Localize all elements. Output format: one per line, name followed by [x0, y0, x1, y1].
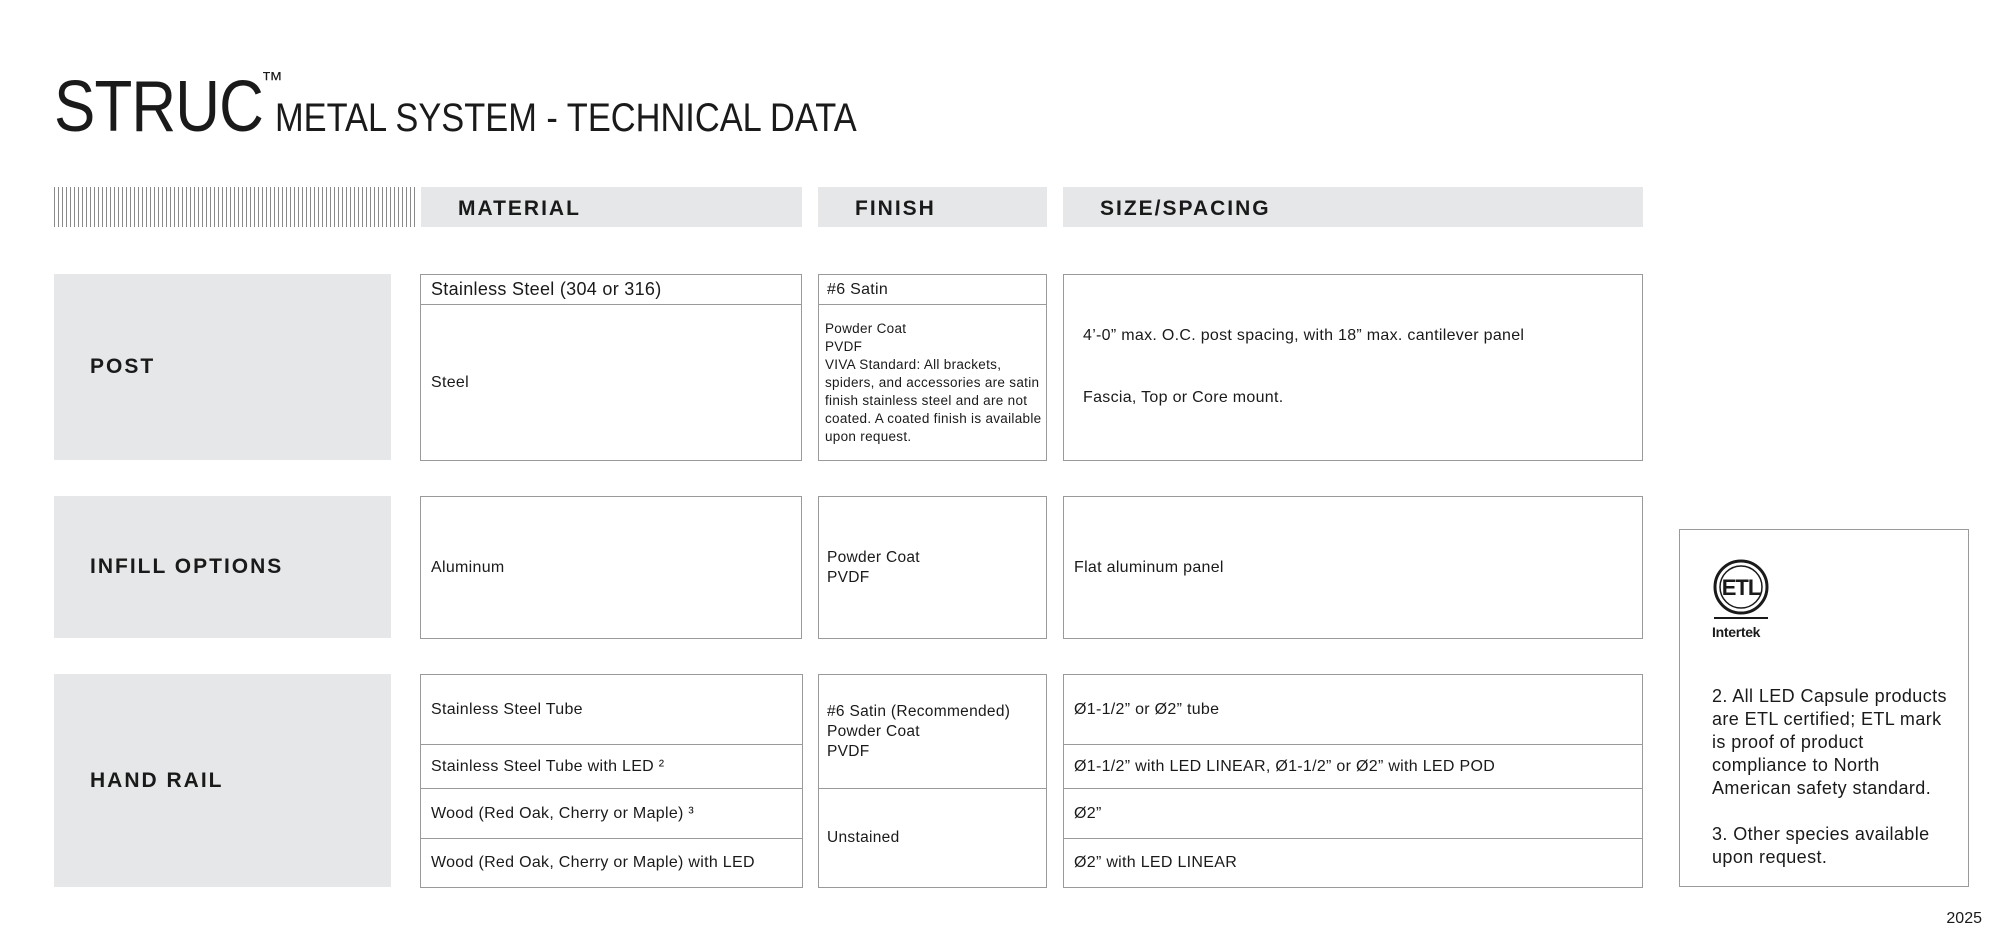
handrail-material-2: Stainless Steel Tube with LED ²	[421, 745, 802, 789]
post-material-bottom: Steel	[431, 373, 469, 391]
handrail-finish-bottom: Unstained	[827, 829, 900, 846]
post-finish-cell	[818, 274, 1047, 461]
row-label-post: POST	[54, 274, 391, 460]
post-material-cell	[420, 274, 802, 461]
post-size-mount: Fascia, Top or Core mount.	[1083, 389, 1284, 406]
handrail-size-2: Ø1-1/2” with LED LINEAR, Ø1-1/2” or Ø2” with LED POD	[1064, 745, 1642, 789]
page-subtitle: METAL SYSTEM - TECHNICAL DATA	[275, 96, 857, 140]
certification-note: 2. All LED Capsule products are ETL certified; ETL mark is proof of product compliance to North American safety standard. 3. Other species available upon request.	[1712, 686, 1947, 867]
page-title	[54, 66, 951, 148]
row-label-hand-rail: HAND RAIL	[54, 674, 391, 887]
header-hatch-decoration	[54, 187, 416, 227]
infill-finish: Powder Coat PVDF	[827, 548, 920, 586]
handrail-size-4: Ø2” with LED LINEAR	[1074, 854, 1238, 871]
infill-material: Aluminum	[431, 558, 505, 576]
infill-finish-cell	[818, 496, 1047, 639]
handrail-size-1: Ø1-1/2” or Ø2” tube	[1064, 675, 1642, 745]
handrail-size-cell	[1063, 674, 1643, 888]
handrail-material-cell	[420, 674, 803, 888]
trademark-symbol: ™	[261, 67, 283, 92]
handrail-material-3: Wood (Red Oak, Cherry or Maple) ³	[421, 789, 802, 839]
intertek-brand: Intertek	[1712, 624, 1761, 640]
handrail-size-3: Ø2”	[1064, 789, 1642, 839]
post-finish-bottom: Powder Coat PVDF VIVA Standard: All brackets, spiders, and accessories are satin finish stainless steel and are not coated. A coated finish is available upon request.	[825, 320, 1042, 444]
post-finish-top: #6 Satin	[819, 275, 1046, 305]
handrail-material-1: Stainless Steel Tube	[421, 675, 802, 745]
post-size-cell	[1063, 274, 1643, 461]
svg-text:ETL: ETL	[1721, 575, 1761, 600]
post-size-spacing: 4’-0” max. O.C. post spacing, with 18” max. cantilever panel	[1083, 327, 1525, 344]
infill-size-cell	[1063, 496, 1643, 639]
handrail-finish-top: #6 Satin (Recommended) Powder Coat PVDF	[819, 675, 1046, 789]
brand-name: STRUC	[54, 67, 263, 147]
infill-material-cell	[420, 496, 802, 639]
column-header-finish: FINISH	[818, 187, 1047, 227]
post-material-top: Stainless Steel (304 or 316)	[421, 275, 801, 305]
etl-certification-logo	[1712, 558, 1770, 620]
row-label-infill-options: INFILL OPTIONS	[54, 496, 391, 638]
handrail-finish-cell	[818, 674, 1047, 888]
footer-year: 2025	[1946, 910, 1982, 927]
infill-size: Flat aluminum panel	[1074, 558, 1224, 576]
certification-panel	[1679, 529, 1969, 887]
column-header-size: SIZE/SPACING	[1063, 187, 1643, 227]
column-header-material: MATERIAL	[421, 187, 802, 227]
handrail-material-4: Wood (Red Oak, Cherry or Maple) with LED	[431, 854, 755, 871]
